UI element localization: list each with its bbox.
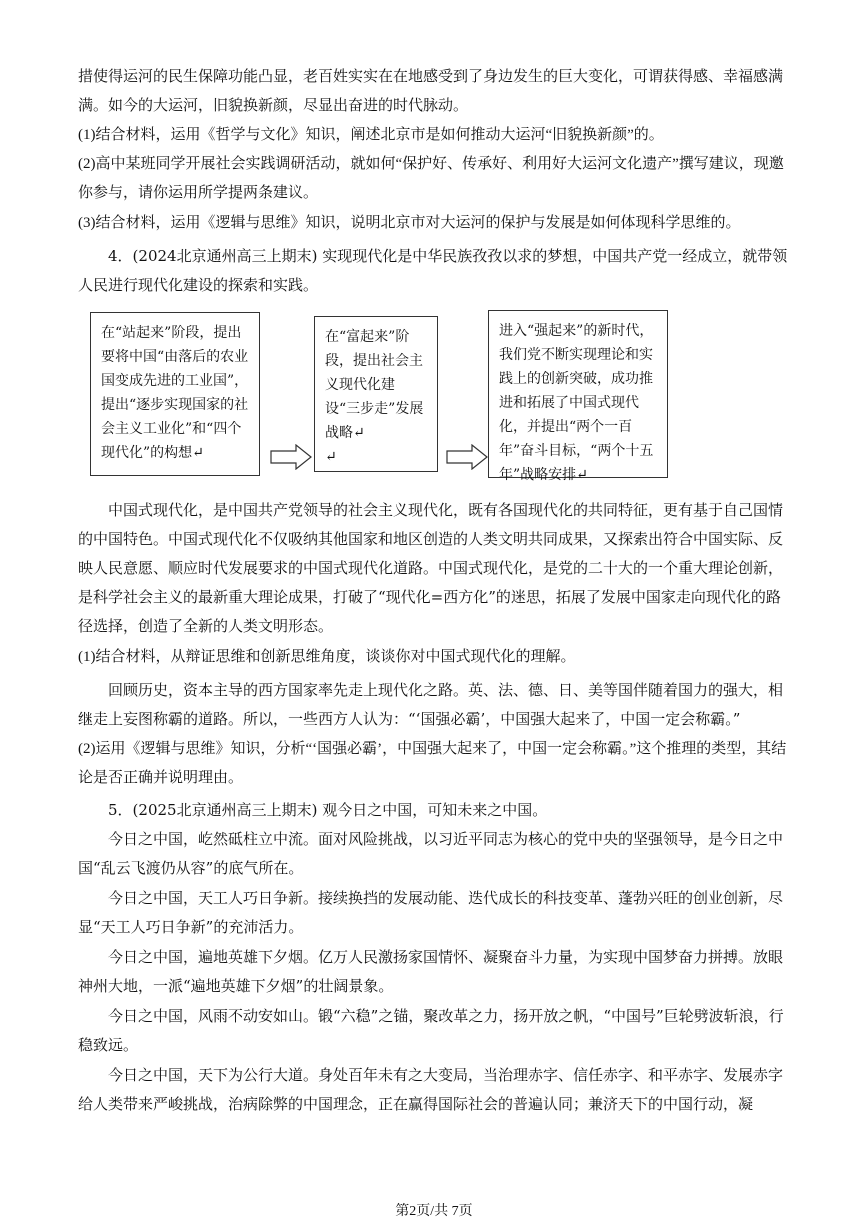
question-4-2: (2)运用《逻辑与思维》知识，分析“‘国强必霸’，中国强大起来了，中国一定会称霸。”这个推理的类型，其结论是否正确并说明理由。 — [78, 741, 787, 786]
page-number: 第2页/共 7页 — [395, 1204, 473, 1219]
question-3-2: (2)高中某班同学开展社会实践调研活动，就如何“保护好、传承好、利用好大运河文化遗产”撰写建议，现邀你参与，请你运用所学提两条建议。 — [78, 156, 784, 201]
flow-box-stand-up-text: 在“站起来”阶段，提出要将中国“由落后的农业国变成先进的工业国”，提出“逐步实现国家的社会主义工业化”和“四个现代化”的构想↵ — [101, 325, 249, 461]
question-3-1: (1)结合材料，运用《哲学与文化》知识，阐述北京市是如何推动大运河“旧貌换新颜”的。 — [78, 127, 664, 143]
question-5-paragraph-3: 今日之中国，遍地英雄下夕烟。亿万人民激扬家国情怀、凝聚奋斗力量，为实现中国梦奋力拼搏。放眼神州大地，一派“遍地英雄下夕烟”的壮阔景象。 — [78, 948, 784, 995]
flow-box-stand-up — [90, 312, 260, 476]
flow-box-get-rich — [314, 316, 438, 472]
question-5-intro: 5．(2025北京通州高三上期末) 观今日之中国，可知未来之中国。 — [108, 801, 548, 819]
question-4-intro: 4．(2024北京通州高三上期末) 实现现代化是中华民族孜孜以求的梦想，中国共产党一经成立，就带领人民进行现代化建设的探索和实践。 — [78, 247, 788, 294]
flow-box-become-strong-text: 进入“强起来”的新时代，我们党不断实现理论和实践上的创新突破，成功推进和拓展了中国式现代化，并提出“两个一百年”奋斗目标，“两个十五年”战略安排↵ — [499, 323, 654, 483]
question-3-3: (3)结合材料，运用《逻辑与思维》知识，说明北京市对大运河的保护与发展是如何体现科学思维的。 — [78, 215, 741, 231]
flow-arrow-icon — [270, 444, 312, 470]
question-4-1: (1)结合材料，从辩证思维和创新思维角度，谈谈你对中国式现代化的理解。 — [78, 649, 576, 665]
flow-box-get-rich-tail: ↵ — [325, 449, 337, 465]
flow-box-get-rich-text: 在“富起来”阶段，提出社会主义现代化建设“三步走”发展战略↵ — [325, 329, 424, 441]
flow-box-become-strong — [488, 310, 668, 483]
question-5-paragraph-5: 今日之中国，天下为公行大道。身处百年未有之大变局，当治理赤字、信任赤字、和平赤字、发展赤字给人类带来严峻挑战，治病除弊的中国理念，正在赢得国际社会的普遍认同；兼济天下的中国行动，凝 — [78, 1066, 784, 1113]
question-5-paragraph-2: 今日之中国，天工人巧日争新。接续换挡的发展动能、迭代成长的科技变革、蓬勃兴旺的创业创新，尽显“天工人巧日争新”的充沛活力。 — [78, 889, 784, 936]
question-4-material: 中国式现代化，是中国共产党领导的社会主义现代化，既有各国现代化的共同特征，更有基于自己国情的中国特色。中国式现代化不仅吸纳其他国家和地区创造的人类文明共同成果，又探索出符合中国实际、反映人民意愿、顺应时代发展要求的中国式现代化道路。中国式现代化，是党的二十大的一个重大理论创新，是科学社会主义的最新重大理论成果，打破了“现代化=西方化”的迷思，拓展了发展中国家走向现代化的路径选择，创造了全新的人类文明形态。 — [78, 501, 784, 635]
question-4-history: 回顾历史，资本主导的西方国家率先走上现代化之路。英、法、德、日、美等国伴随着国力的强大，相继走上妄图称霸的道路。所以，一些西方人认为：“‘国强必霸’，中国强大起来了，中国一定会称霸。” — [78, 681, 784, 728]
question-5-paragraph-1: 今日之中国，屹然砥柱立中流。面对风险挑战，以习近平同志为核心的党中央的坚强领导，是今日之中国“乱云飞渡仍从容”的底气所在。 — [78, 830, 784, 877]
paragraph-canal-conclusion: 措使得运河的民生保障功能凸显，老百姓实实在在地感受到了身边发生的巨大变化，可谓获得感、幸福感满满。如今的大运河，旧貌换新颜，尽显出奋进的时代脉动。 — [78, 67, 784, 114]
flow-arrow-icon — [446, 444, 488, 470]
question-5-paragraph-4: 今日之中国，风雨不动安如山。锻“六稳”之锚，聚改革之力，扬开放之帆，“中国号”巨轮劈波斩浪，行稳致远。 — [78, 1007, 784, 1054]
